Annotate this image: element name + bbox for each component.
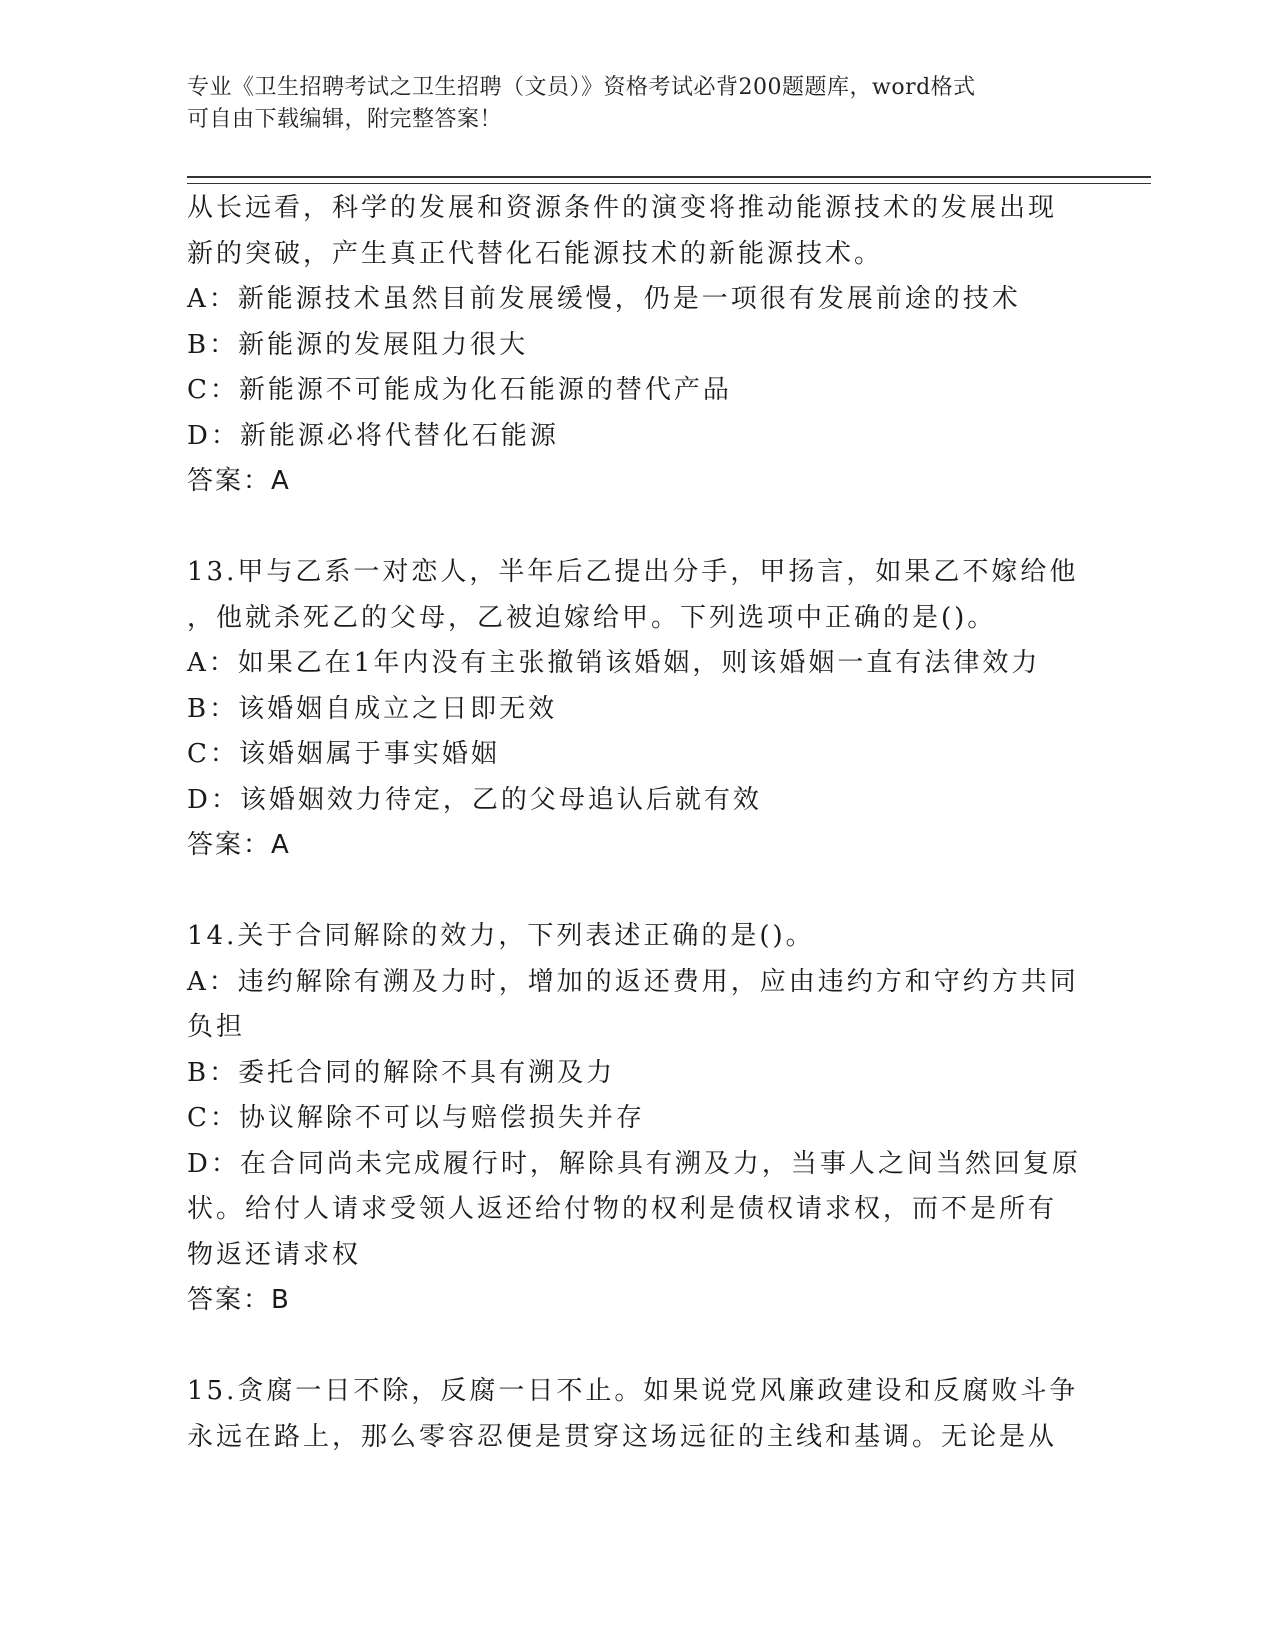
question-list xyxy=(187,186,1087,1460)
option-a: A：违约解除有溯及力时，增加的返还费用，应由违约方和守约方共同 xyxy=(187,966,1079,997)
option-d-continued: 状。给付人请求受领人返还给付物的权利是债权请求权，而不是所有 xyxy=(187,1194,1058,1224)
option-d-continued: 物返还请求权 xyxy=(187,1239,362,1270)
option-b: B：委托合同的解除不具有溯及力 xyxy=(187,1057,616,1088)
option-a: A：如果乙在1年内没有主张撤销该婚姻，则该婚姻一直有法律效力 xyxy=(187,648,1041,678)
option-b: B：该婚姻自成立之日即无效 xyxy=(187,693,558,724)
question-stem-line: 15.贪腐一日不除，反腐一日不止。如果说党风廉政建设和反腐败斗争 xyxy=(187,1376,1079,1406)
question-block xyxy=(187,550,1087,869)
question-stem-line: 13.甲与乙系一对恋人，半年后乙提出分手，甲扬言，如果乙不嫁给他 xyxy=(187,557,1079,587)
option-c: C：协议解除不可以与赔偿损失并存 xyxy=(187,1103,645,1133)
option-d: D：该婚姻效力待定，乙的父母追认后就有效 xyxy=(187,784,762,815)
option-a-continued: 负担 xyxy=(187,1012,246,1042)
option-c: C：新能源不可能成为化石能源的替代产品 xyxy=(187,375,732,405)
question-stem-line: 永远在路上，那么零容忍便是贯穿这场远征的主线和基调。无论是从 xyxy=(187,1421,1058,1452)
spacer xyxy=(187,505,1087,551)
answer-line: 答案：A xyxy=(187,466,291,496)
spacer xyxy=(187,869,1087,915)
question-stem-line: 从长远看，科学的发展和资源条件的演变将推动能源技术的发展出现 xyxy=(187,193,1058,223)
header-divider xyxy=(187,176,1151,184)
question-stem-line: 14.关于合同解除的效力，下列表述正确的是()。 xyxy=(187,921,815,951)
header-line-2: 可自由下载编辑，附完整答案！ xyxy=(187,107,503,132)
question-block xyxy=(187,186,1087,505)
document-header xyxy=(187,72,1067,136)
answer-line: 答案：B xyxy=(187,1285,291,1315)
answer-line: 答案：A xyxy=(187,830,291,860)
spacer xyxy=(187,1324,1087,1370)
header-line-1: 专业《卫生招聘考试之卫生招聘（文员）》资格考试必背200题题库，word格式 xyxy=(187,75,976,100)
question-block xyxy=(187,914,1087,1324)
option-c: C：该婚姻属于事实婚姻 xyxy=(187,739,500,769)
question-stem-line: 新的突破，产生真正代替化石能源技术的新能源技术。 xyxy=(187,238,884,269)
question-stem-line: ，他就杀死乙的父母，乙被迫嫁给甲。下列选项中正确的是()。 xyxy=(187,602,997,633)
option-b: B：新能源的发展阻力很大 xyxy=(187,329,529,360)
option-a: A：新能源技术虽然目前发展缓慢，仍是一项很有发展前途的技术 xyxy=(187,284,1021,314)
question-block xyxy=(187,1369,1087,1460)
option-d: D：新能源必将代替化石能源 xyxy=(187,420,559,451)
option-d: D：在合同尚未完成履行时，解除具有溯及力，当事人之间当然回复原 xyxy=(187,1148,1081,1179)
